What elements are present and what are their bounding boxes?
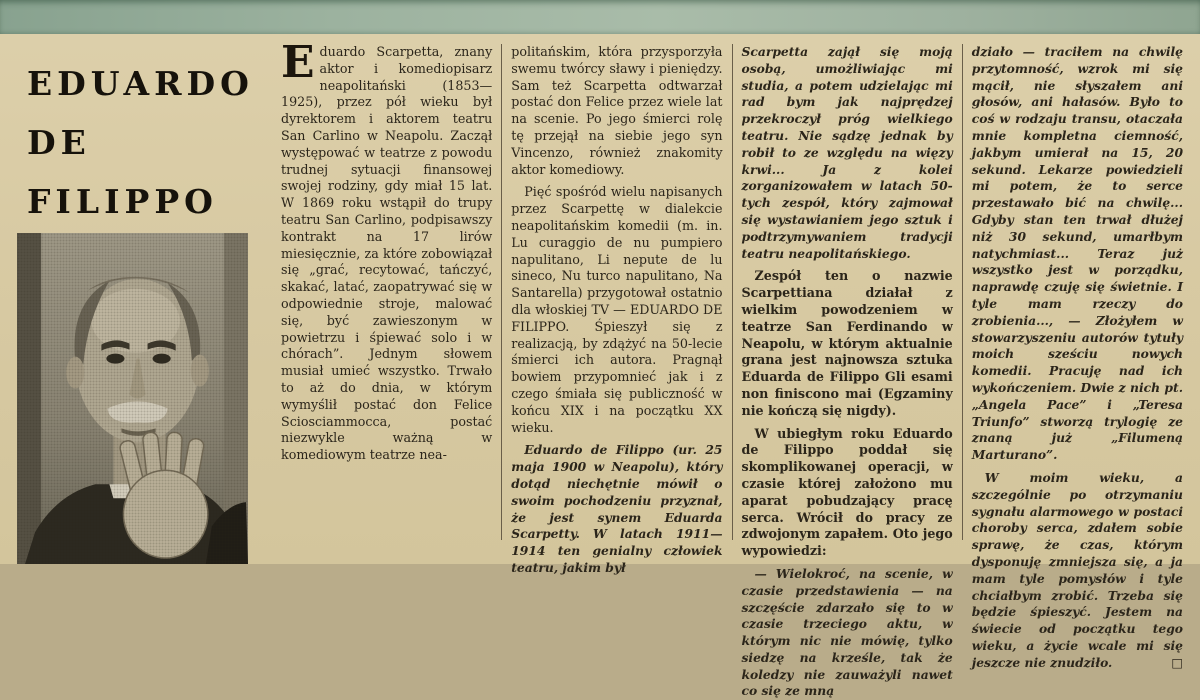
page-top-band — [0, 0, 1200, 34]
paragraph — [281, 37, 493, 464]
drop-cap: E — [281, 37, 315, 88]
paragraph-text: W moim wieku, a szczególnie po otrzymaniu sygnału alarmowego w postaci choroby serca, zdałem sobie sprawę, że czas, którym dysponuję zmniejsza się, a ja mam tyle pomysłów i tyle chciałbym zrobić. Trzeba się będzie śpieszyć. Jestem na świecie od początku tego wieku, a życie wcale mi się jeszcze nie znudziło. — [971, 469, 1183, 670]
paragraph: — Wielokroć, na scenie, w czasie przedstawienia — na szczęście zdarzało się to w czasie trzeciego aktu, w którym nic nie mówię, tylko siedzę na krześle, tak że koledzy nie zauważyli nawet co się ze mną — [741, 565, 953, 699]
paragraph: Pięć spośród wielu napisanych przez Scarpettę w dialekcie neapolitańskim komedii (m. in. Lu curaggio de nu pumpiero napulitano, Li nepute de lu sineco, Nu turco napulitano, Na Santarella) przygotował ostatnio dla włoskiej TV — EDUARDO DE FILIPPO. Śpieszył się z realizacją, by zdążyć na 50-lecie śmierci ich autora. Pragnął bowiem przypomnieć jak i z czego śmiała się publiczność w końcu XIX i na początku XX wieku. — [511, 184, 723, 435]
paragraph: Zespół ten o nazwie Scarpettiana działał z wielkim powodzeniem w teatrze San Ferdinando w Neapolu, w którym aktualnie grana jest najnowsza sztuka Eduarda de Filippo Gli esami non finiscono mai (Egzaminy nie kończą się nigdy). — [741, 268, 953, 418]
portrait-photo — [17, 233, 248, 564]
halftone-texture — [17, 233, 248, 564]
paragraph: W ubiegłym roku Eduardo de Filippo poddał się skomplikowanej operacji, w czasie której założono mu aparat pobudzający pracę serca. Wrócił do pracy ze zdwojonym zapałem. Oto jego wypowiedzi: — [741, 425, 953, 559]
paragraph: Scarpetta zajął się moją osobą, umożliwiając mi studia, a potem udzielając mi rad bym jak najprędzej przekroczył próg wielkiego teatru. Nie sądzę jednak by robił to ze względu na więzy krwi... Ja z kolei zorganizowałem w latach 50-tych zespół, który zajmował się wystawianiem jego sztuk i podtrzymywaniem tradycji teatru neapolitańskiego. — [741, 44, 953, 261]
text-column-4 — [963, 44, 1183, 670]
text-column-1 — [281, 37, 501, 550]
text-column-3 — [733, 44, 962, 699]
paragraph: Eduardo de Filippo (ur. 25 maja 1900 w Neapolu), który dotąd niechętnie mówił o swoim pochodzeniu przyznał, że jest synem Eduarda Scarpetty. W latach 1911—1914 ten genialny człowiek teatru, jakim był — [511, 442, 723, 575]
article-headline — [27, 54, 283, 231]
article-body — [281, 37, 1183, 699]
paragraph — [972, 470, 1183, 672]
paragraph: działo — traciłem na chwilę przytomność, wzrok mi się mącił, nie słyszałem ani głosów, ani hałasów. Było to coś w rodzaju transu, otaczała mnie kompletna ciemność, jakbym umierał na 15, 20 sekund. Lekarze powiedzieli mi potem, że to serce przestawało bić na chwilę... Gdyby stan ten trwał dłużej niż 30 sekund, umarłbym natychmiast... Teraz już wszystko jest w porządku, naprawdę czuję się świetnie. I tyle mam rzeczy do zrobienia..., — Złożyłem w stowarzyszeniu autorów tytuły moich sześciu nowych komedii. Pracuję nad ich wykończeniem. Dwie z nich pt. „Angela Pace” i „Teresa Triunfo” stworzą trylogię ze znaną już „Filumeną Marturano”. — [971, 44, 1183, 463]
headline-line-2: DE FILIPPO — [27, 123, 218, 221]
article-end-mark: □ — [1171, 654, 1183, 670]
text-column-2 — [502, 44, 731, 575]
paragraph: politańskim, która przysporzyła swemu twórcy sławy i pieniędzy. Sam też Scarpetta odtwarzał postać don Felice przez wiele lat na scenie. Po jego śmierci rolę tę przejął na siebie jego syn Vincenzo, również znakomity aktor komediowy. — [511, 44, 723, 177]
paragraph-text: duardo Scarpetta, znany aktor i komediopisarz neapolitański (1853—1925), przez pół wieku był dyrektorem i aktorem teatru San Carlino w Neapolu. Zaczął występować w teatrze z powodu trudnej sytuacji finansowej swojej rodziny, gdy miał 15 lat. W 1869 roku wstąpił do trupy teatru San Carlino, podpisawszy kontrakt na 17 lirów miesięcznie, za które zobowiązał się „grać, recytować, tańczyć, skakać, latać, zaopatrywać się w odpowiednie stroje, malować się, być zawieszonym w powietrzu i śpiewać solo i w chórach”. Jednym słowem musiał umieć wszystko. Trwało to aż do dnia, w którym wymyślił postać don Felice Sciosciammocca, postać niezwykle ważną w komediowym teatrze nea- — [281, 44, 493, 463]
headline-line-1: EDUARDO — [27, 64, 254, 103]
